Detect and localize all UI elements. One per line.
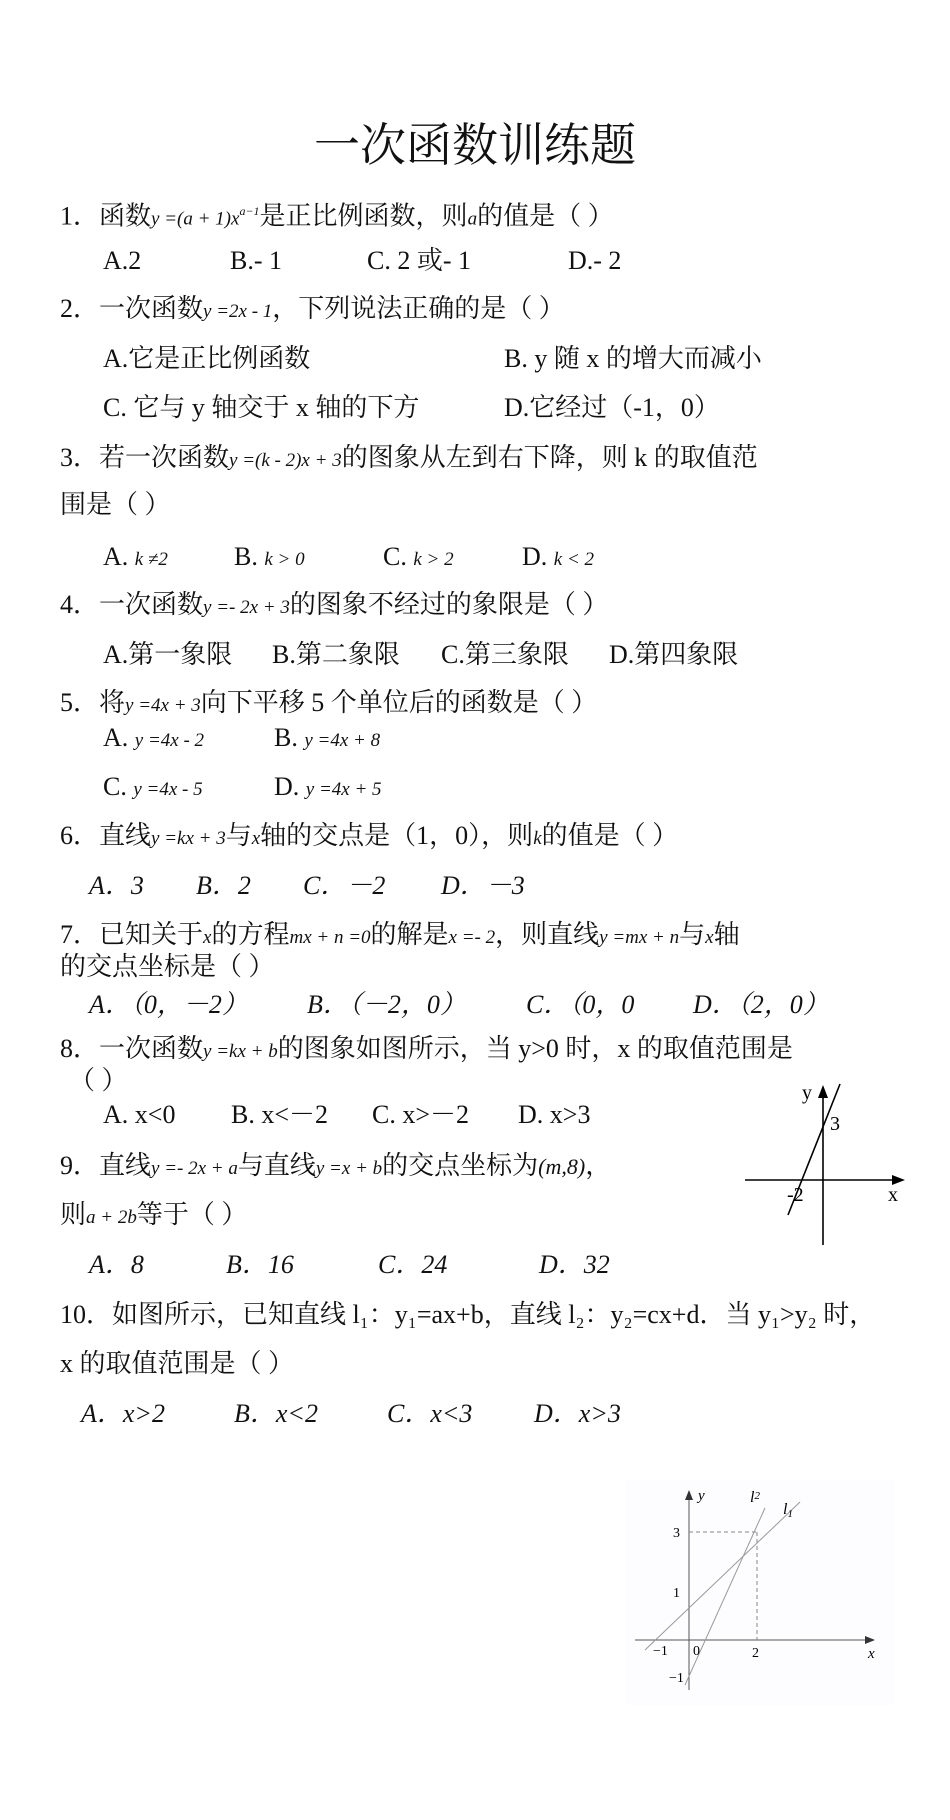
q7-solution: x =- 2 [448, 927, 496, 948]
q9-prefix: 9．直线 [60, 1151, 152, 1180]
question-6 [60, 821, 678, 854]
q10-x-label: x [868, 1646, 875, 1662]
q2-text: ，下列说法正确的是（ ） [272, 294, 565, 323]
q5-option-b[interactable] [274, 723, 380, 756]
question-1 [60, 196, 614, 235]
q9-option-a[interactable]: A．8 [89, 1250, 144, 1279]
q7-equation: mx + n =0 [289, 927, 371, 948]
q5-option-c-letter: C. [103, 772, 127, 801]
q5-option-a-expr: y =4x - 2 [134, 730, 205, 751]
q8-prefix: 8．一次函数 [60, 1034, 204, 1063]
q8-x-label: x [888, 1184, 898, 1206]
q7-mid-1: 的方程 [211, 920, 290, 949]
question-3 [60, 443, 758, 476]
q2-option-a[interactable]: A.它是正比例函数 [103, 344, 311, 373]
q3-option-d[interactable] [522, 542, 594, 575]
q8-line-2: （ ） [69, 1066, 128, 1095]
q10-tick-y-3: 3 [673, 1526, 680, 1541]
q1-prefix: 1．函数 [60, 201, 152, 231]
q3-option-a[interactable] [103, 542, 168, 575]
q8-option-b[interactable]: B. x<－2 [231, 1100, 329, 1129]
q10-graph-background [625, 1480, 895, 1705]
q6-var-k: k [533, 828, 542, 849]
q9-line-2 [60, 1200, 247, 1233]
q7-mid-2: 的解是 [370, 920, 449, 949]
q8-graph [740, 1075, 910, 1250]
q10-tick-y-1: 1 [673, 1586, 680, 1601]
q7-option-b[interactable]: B．（－2，0） [307, 990, 466, 1019]
q6-formula: y =kx + 3 [151, 828, 226, 849]
q5-option-a[interactable] [103, 723, 204, 756]
q5-prefix: 5．将 [60, 688, 126, 717]
q1-var: a [467, 208, 478, 230]
q3-option-a-letter: A. [103, 542, 129, 571]
q4-option-d[interactable]: D.第四象限 [609, 640, 739, 669]
q6-mid: 与 [225, 821, 252, 850]
q5-option-a-letter: A. [103, 723, 129, 752]
question-2 [60, 294, 565, 327]
q10-option-b[interactable]: B．x<2 [234, 1399, 318, 1428]
q5-option-c[interactable] [103, 772, 203, 805]
q9-expression: a + 2b [86, 1207, 137, 1228]
q9-option-b[interactable]: B．16 [226, 1250, 294, 1279]
q8-option-d[interactable]: D. x>3 [518, 1100, 591, 1129]
q5-option-d-expr: y =4x + 5 [305, 779, 382, 800]
q3-option-c[interactable] [383, 542, 454, 575]
q3-line-2: 围是（ ） [60, 490, 171, 519]
q10-tick-origin: 0 [693, 1644, 700, 1659]
q7-var-x-2: x [705, 927, 714, 948]
q8-y-intercept-label: 3 [830, 1113, 840, 1135]
q7-prefix: 7．已知关于 [60, 920, 204, 949]
page-title: 一次函数训练题 [314, 120, 636, 171]
q5-formula: y =4x + 3 [125, 695, 201, 716]
q6-var-x: x [251, 828, 261, 849]
q10-y-label: y [698, 1488, 705, 1504]
q7-option-c[interactable]: C．（0，0 [526, 990, 635, 1019]
q10-tick-x-2: 2 [752, 1646, 759, 1661]
q2-formula: y =2x - 1 [203, 301, 273, 322]
q3-option-d-letter: D. [522, 542, 548, 571]
q7-mid-4: 与 [679, 920, 706, 949]
q8-y-arrow [818, 1085, 828, 1098]
q8-x-intercept-label: -2 [787, 1184, 804, 1206]
q3-option-b-letter: B. [234, 542, 258, 571]
q7-var-x: x [203, 927, 212, 948]
q6-option-b[interactable]: B．2 [196, 871, 251, 900]
q3-option-b-expr: k > 0 [264, 549, 305, 570]
q1-option-d[interactable]: D.- 2 [568, 246, 622, 275]
q2-option-d[interactable]: D.它经过（-1，0） [504, 393, 720, 422]
q8-option-a[interactable]: A. x<0 [103, 1100, 176, 1129]
q7-option-a[interactable]: A．（0，－2） [89, 990, 248, 1019]
question-8 [60, 1034, 793, 1067]
q9-line-2-pre: 则 [60, 1200, 87, 1229]
q9-formula-2: y =x + b [315, 1158, 383, 1179]
q10-tick-x-neg1: −1 [653, 1644, 668, 1659]
q3-option-c-expr: k > 2 [413, 549, 454, 570]
q1-formula: y =(a + 1)x [151, 208, 240, 230]
q10-line-2: x 的取值范围是（ ） [60, 1349, 295, 1378]
q8-formula: y =kx + b [203, 1041, 278, 1062]
q7-line-2: 的交点坐标是（ ） [60, 952, 275, 981]
q3-prefix: 3．若一次函数 [60, 443, 230, 472]
q1-option-c[interactable]: C. 2 或- 1 [367, 246, 472, 275]
q9-mid: 与直线 [237, 1151, 316, 1180]
q5-option-c-expr: y =4x - 5 [133, 779, 203, 800]
q9-point: (m,8) [538, 1154, 586, 1179]
question-4 [60, 590, 608, 623]
q7-mid-3: ，则直线 [495, 920, 600, 949]
q8-y-label: y [802, 1082, 812, 1104]
q3-option-a-expr: k ≠2 [134, 549, 168, 570]
q2-option-b[interactable]: B. y 随 x 的增大而减小 [504, 344, 762, 373]
q7-line: y =mx + n [599, 927, 680, 948]
q1-option-b[interactable]: B.- 1 [230, 246, 282, 275]
q4-option-c[interactable]: C.第三象限 [441, 640, 569, 669]
q7-option-d[interactable]: D．（2，0） [693, 990, 829, 1019]
q5-text: 向下平移 5 个单位后的函数是（ ） [200, 688, 598, 717]
q10-option-c[interactable]: C．x<3 [387, 1399, 473, 1428]
q3-option-c-letter: C. [383, 542, 407, 571]
q6-prefix: 6．直线 [60, 821, 152, 850]
q2-option-c[interactable]: C. 它与 y 轴交于 x 轴的下方 [103, 393, 420, 422]
q6-option-a[interactable]: A．3 [89, 871, 144, 900]
q10-tick-y-neg1: −1 [669, 1671, 684, 1686]
q5-option-d-letter: D. [274, 772, 300, 801]
q7-end: 轴 [713, 920, 740, 949]
q3-text: 的图象从左到右下降，则 k 的取值范 [341, 443, 758, 472]
q6-option-c[interactable]: C．－2 [303, 871, 386, 900]
q10-graph [625, 1480, 895, 1705]
q4-option-b[interactable]: B.第二象限 [272, 640, 400, 669]
q9-text: 的交点坐标为 [382, 1151, 539, 1180]
q10-option-a[interactable]: A．x>2 [81, 1399, 165, 1428]
q8-text: 的图象如图所示，当 y>0 时，x 的取值范围是 [277, 1034, 793, 1063]
q4-text: 的图象不经过的象限是（ ） [289, 590, 609, 619]
q1-option-a[interactable]: A.2 [103, 246, 142, 275]
q9-comma: ， [585, 1151, 612, 1180]
q1-text: 是正比例函数，则 [259, 201, 468, 231]
question-10: 10．如图所示，已知直线 l₁：y₁=ax+b，直线 l₂：y₂=cx+d．当 y₁>y₂ 时， [60, 1300, 876, 1329]
q5-option-d[interactable] [274, 772, 382, 805]
q3-option-d-expr: k < 2 [553, 549, 595, 570]
q4-formula: y =- 2x + 3 [203, 597, 290, 618]
q5-option-b-expr: y =4x + 8 [304, 730, 381, 751]
q10-l1-label: l1 [783, 1501, 793, 1520]
q4-prefix: 4．一次函数 [60, 590, 204, 619]
q6-text: 轴的交点是（1，0），则 [260, 821, 534, 850]
q8-option-c[interactable]: C. x>－2 [372, 1100, 470, 1129]
q9-option-c[interactable]: C．24 [378, 1250, 448, 1279]
q5-option-b-letter: B. [274, 723, 298, 752]
question-9 [60, 1151, 611, 1184]
question-7 [60, 920, 740, 953]
q2-prefix: 2．一次函数 [60, 294, 204, 323]
q9-formula-1: y =- 2x + a [151, 1158, 238, 1179]
q1-exponent: a−1 [239, 204, 260, 218]
q1-end: 的值是（ ） [477, 201, 614, 231]
q9-option-d[interactable]: D．32 [539, 1250, 610, 1279]
q9-line-2-post: 等于（ ） [136, 1200, 248, 1229]
q10-option-d[interactable]: D．x>3 [534, 1399, 621, 1428]
q10-l2-label: l2 [750, 1489, 760, 1506]
q6-end: 的值是（ ） [541, 821, 679, 850]
q3-formula: y =(k - 2)x + 3 [229, 450, 342, 471]
q6-option-d[interactable]: D．－3 [441, 871, 525, 900]
q3-option-b[interactable] [234, 542, 305, 575]
q4-option-a[interactable]: A.第一象限 [103, 640, 233, 669]
question-5 [60, 688, 597, 721]
